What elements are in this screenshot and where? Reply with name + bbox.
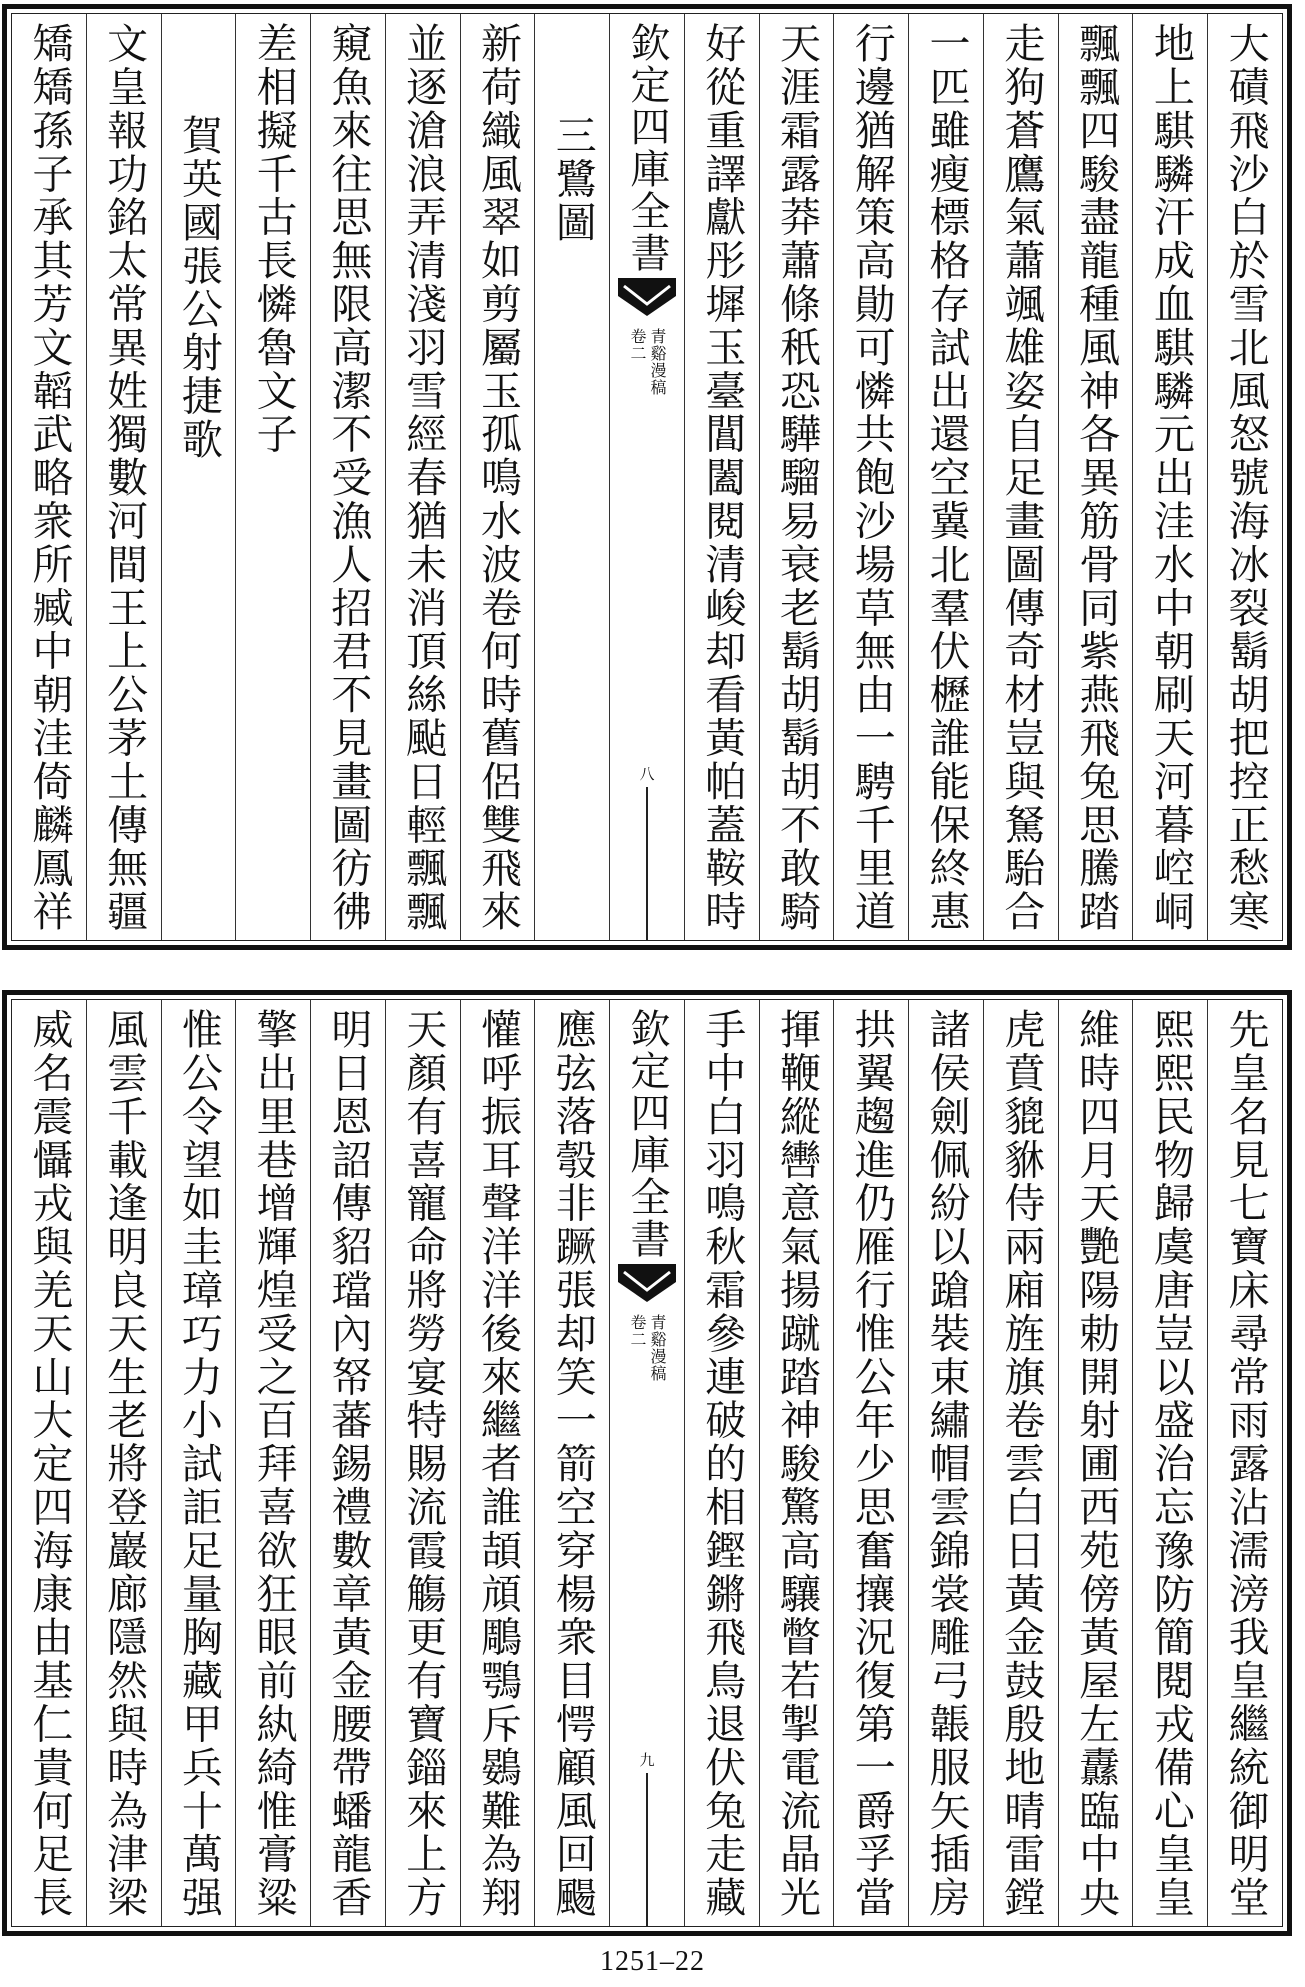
text-column: 地上騏驎汗成血騏驎元出洼水中朝刷天河暮崆峒 — [1132, 14, 1207, 940]
banner-volume: 卷二 — [627, 1314, 647, 1348]
text-column: 威名震懾戎與羌天山大定四海康由基仁貴何足長 — [25, 1008, 74, 1920]
text-column: 飄飄四駿盡龍種風神各異筋骨同紫燕飛兔思騰踏 — [1058, 14, 1133, 940]
center-banner — [609, 14, 684, 940]
page-footer-number: 1251–22 — [600, 1946, 705, 1977]
text-column: 風雲千載逢明良天生老將登巖廊隱然與時為津梁 — [86, 1000, 161, 1926]
text-column: 矯矯孫子承其芳文韜武略衆所臧中朝洼倚麟鳳祥 — [25, 22, 74, 934]
banner-volume: 卷二 — [627, 328, 647, 362]
text-column: 窺魚來往思無限高潔不受漁人招君不見畫圖彷彿 — [310, 14, 385, 940]
text-column: 天涯霜露莽蕭條秖恐驊騮易衰老鬍胡鬍胡不敢騎 — [759, 14, 834, 940]
text-column: 好從重譯獻彤墀玉臺閶闔閱清峻却看黃帕蓋鞍時 — [684, 14, 759, 940]
text-column: 應弦落彀非蹶張却笑一箭空穿楊衆目愕顧風回颺 — [534, 1000, 609, 1926]
page-bottom-columns — [12, 1000, 1282, 1926]
poem-title-column: 賀英國張公射捷歌 — [161, 14, 236, 940]
text-column: 虎賁貔貅侍兩廂旌旗卷雲白日黃金鼓殷地晴雷鏜 — [983, 1000, 1058, 1926]
banner-title: 欽定四庫全書 — [623, 1008, 670, 1260]
text-column: 諸侯劍佩紛以蹌裝束繡帽雲錦裳雕弓韔服矢插房 — [908, 1000, 983, 1926]
text-column: 擎出里巷增輝煌受之百拜喜欲狂眼前紈綺惟膏粱 — [235, 1000, 310, 1926]
banner-book-title: 青谿漫稿 — [647, 328, 667, 396]
text-column: 行邊猶解策高勛可憐共飽沙場草無由一騁千里道 — [833, 14, 908, 940]
text-column: 並逐滄浪弄清淺羽雪經春猶未消頂絲颭日輕飄飄 — [385, 14, 460, 940]
center-banner — [609, 1000, 684, 1926]
banner-book-title: 青谿漫稿 — [647, 1314, 667, 1382]
text-column: 文皇報功銘太常異姓獨數河間王上公茅土傳無疆 — [86, 14, 161, 940]
page-top-columns — [12, 14, 1282, 940]
text-column: 熙熙民物歸虞唐豈以盛治忘豫防簡閱戎備心皇皇 — [1132, 1000, 1207, 1926]
banner-page-number: 九 — [637, 1752, 656, 1767]
banner-rule — [646, 787, 648, 940]
banner-title: 欽定四庫全書 — [623, 22, 670, 274]
page-top — [2, 4, 1292, 950]
fish-tail-icon — [618, 278, 676, 322]
text-column: 手中白羽鳴秋霜參連破的相鏗鏘飛鳥退伏兔走藏 — [684, 1000, 759, 1926]
text-column: 揮鞭縱轡意氣揚蹴踏神駿驚高驤瞥若掣電流晶光 — [759, 1000, 834, 1926]
poem-title-column: 三鷺圖 — [534, 14, 609, 940]
page-bottom-frame — [11, 999, 1283, 1927]
text-column: 先皇名見七寶床尋常雨露沾濡滂我皇繼統御明堂 — [1207, 1000, 1282, 1926]
text-column: 新荷織風翠如剪屬玉孤鳴水波卷何時舊侶雙飛來 — [460, 14, 535, 940]
fish-tail-icon — [618, 1264, 676, 1308]
banner-rule — [646, 1773, 648, 1926]
text-column: 惟公令望如圭璋巧力小試詎足量胸藏甲兵十萬强 — [161, 1000, 236, 1926]
text-column: 懽呼振耳聲洋洋後來繼者誰頡頏鵰鶚斥鷃難為翔 — [460, 1000, 535, 1926]
text-column: 維時四月天艷陽勅開射圃西苑傍黃屋左纛臨中央 — [1058, 1000, 1133, 1926]
banner-page-number: 八 — [637, 766, 656, 781]
text-column: 明日恩詔傳貂璫內帑蕃錫禮數章黃金腰帶蟠龍香 — [310, 1000, 385, 1926]
page-bottom — [2, 990, 1292, 1936]
text-column: 天顏有喜寵命將勞宴特賜流霞觴更有寶錙來上方 — [385, 1000, 460, 1926]
text-column: 一匹雖瘦標格存試出還空冀北羣伏櫪誰能保終惠 — [908, 14, 983, 940]
text-column: 走狗蒼鷹氣蕭颯雄姿自足畫圖傳奇材豈與駑駘合 — [983, 14, 1058, 940]
text-column: 拱翼趨進仍雁行惟公年少思奮攘況復第一爵孚當 — [833, 1000, 908, 1926]
page-top-frame — [11, 13, 1283, 941]
text-column: 差相擬千古長憐魯文子 — [235, 14, 310, 940]
text-column: 大磧飛沙白於雪北風怒號海冰裂鬍胡把控正愁寒 — [1207, 14, 1282, 940]
